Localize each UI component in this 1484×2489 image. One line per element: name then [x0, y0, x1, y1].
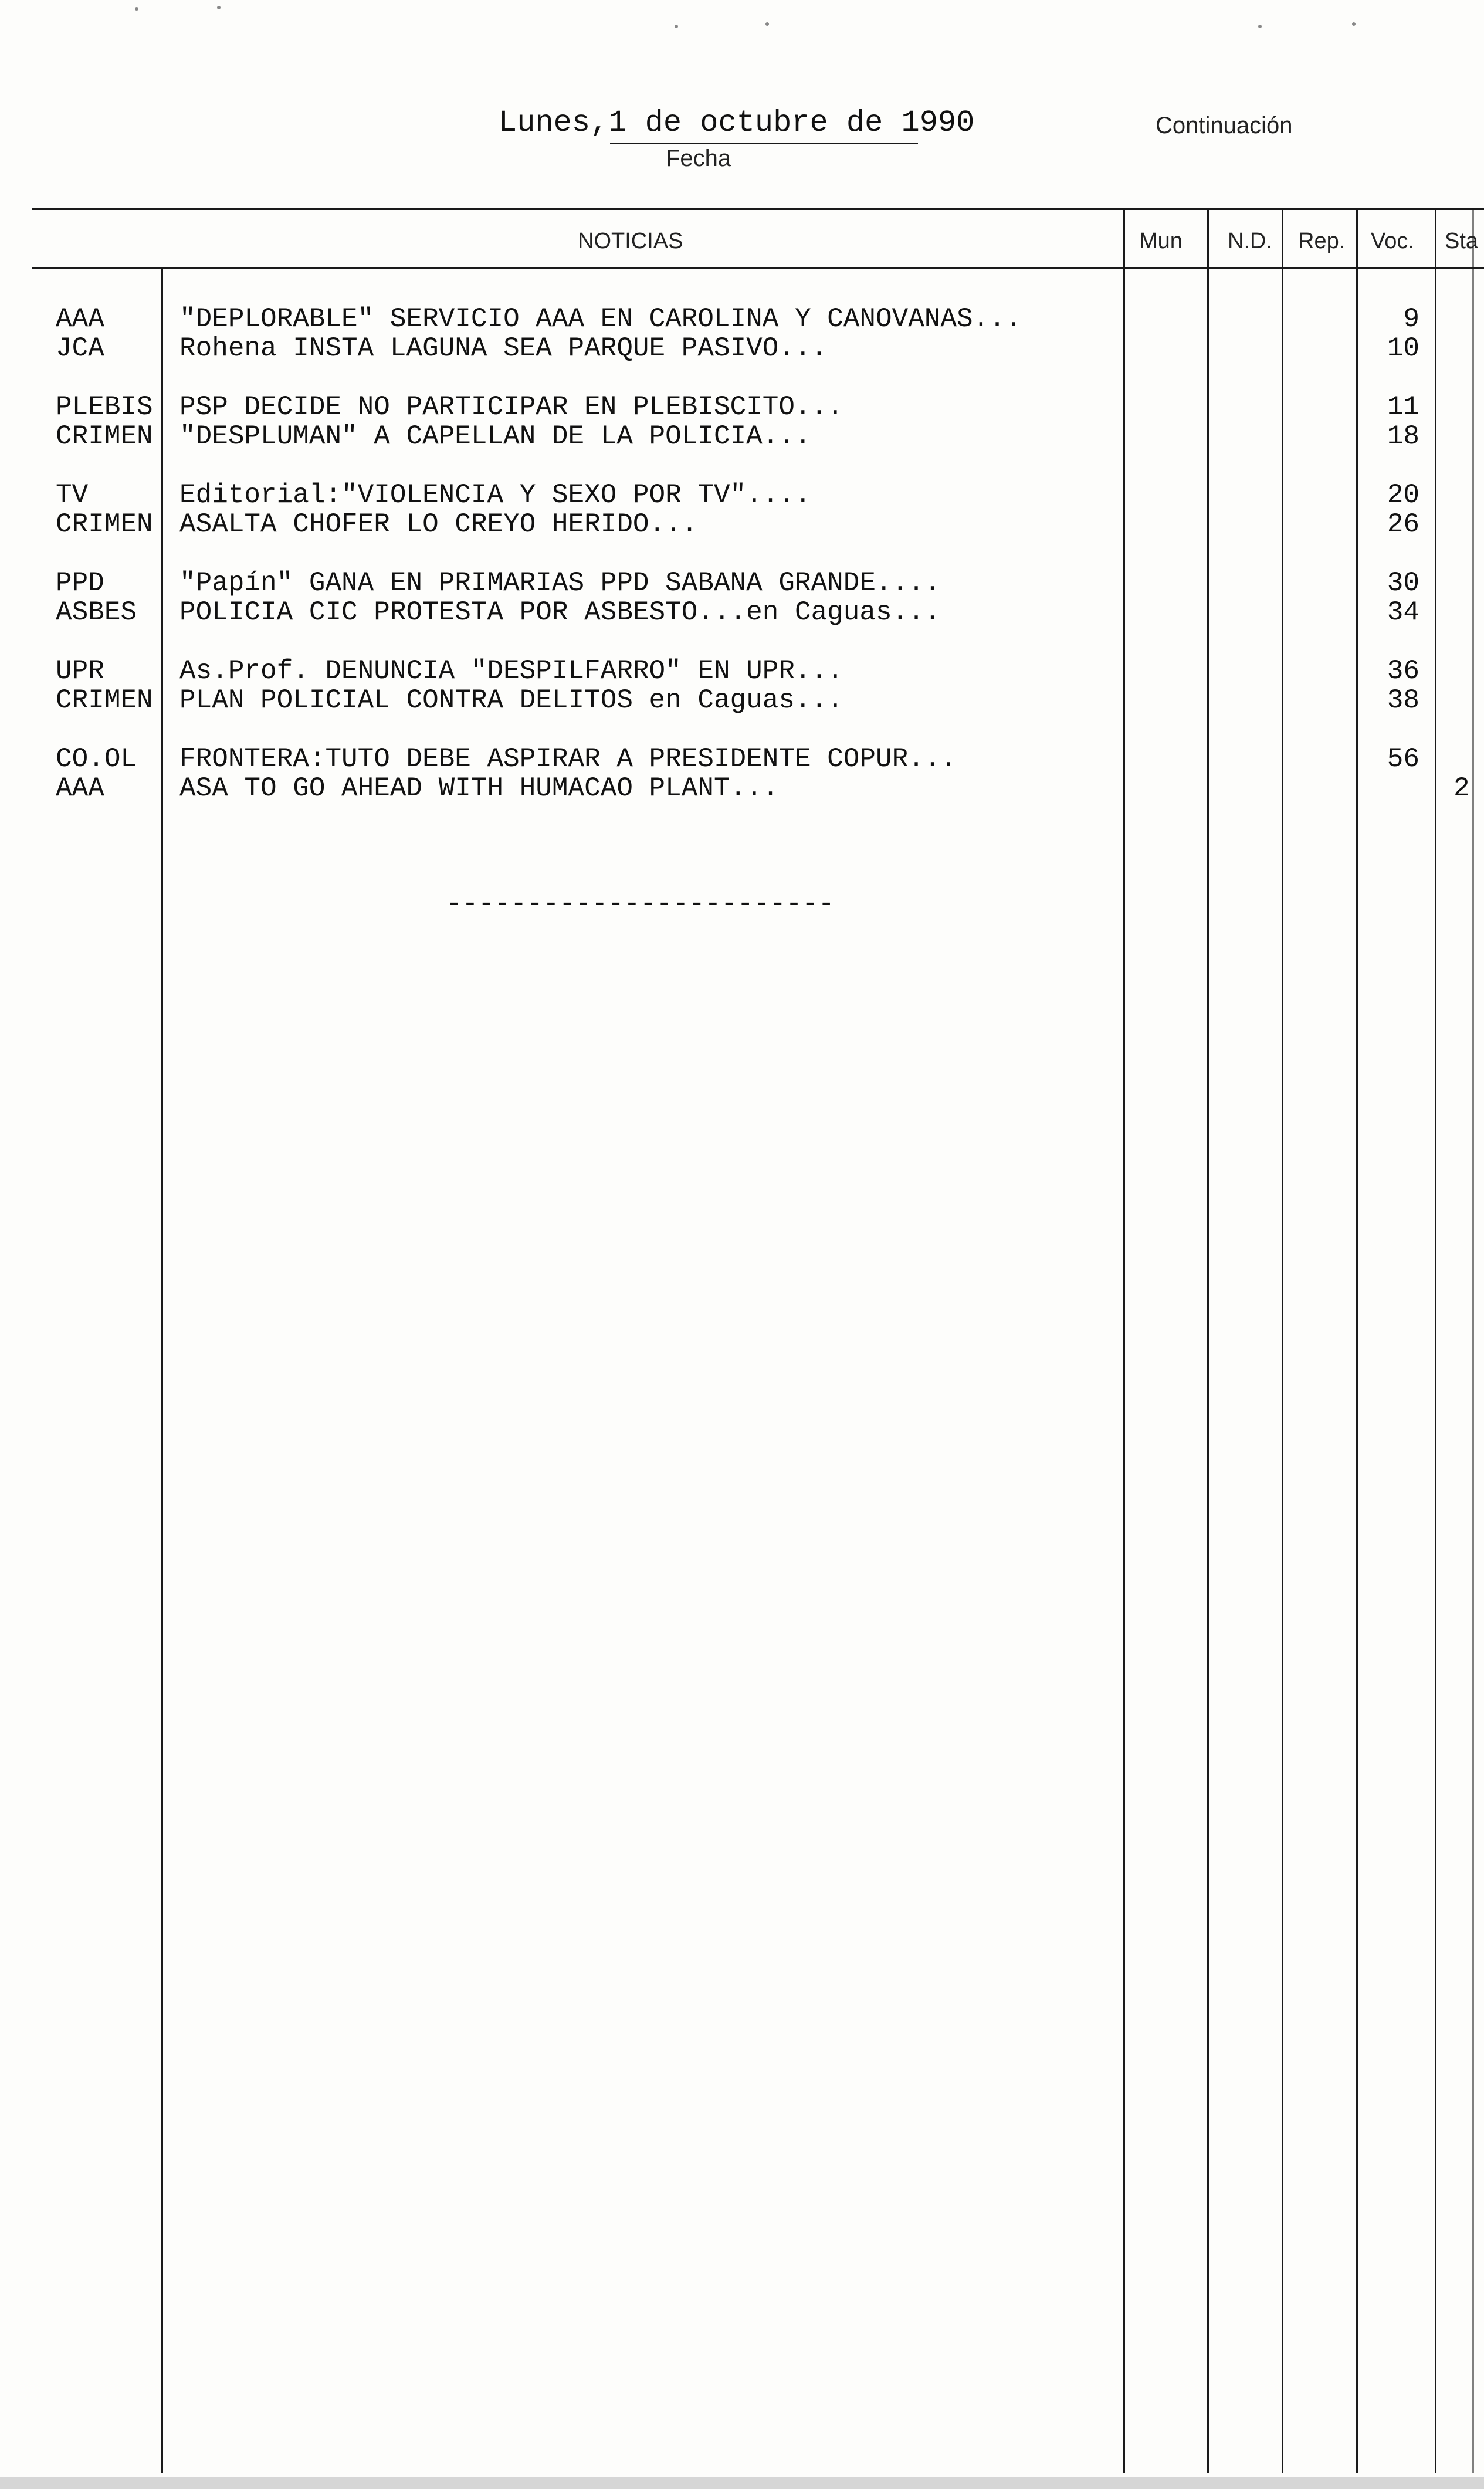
row-voc: 11 — [1387, 392, 1419, 422]
row-category: CO.OL — [56, 744, 137, 774]
scan-speck — [135, 7, 138, 11]
row-headline: Editorial:"VIOLENCIA Y SEXO POR TV".... — [179, 480, 811, 510]
row-headline: PSP DECIDE NO PARTICIPAR EN PLEBISCITO... — [179, 392, 843, 422]
row-category: JCA — [56, 333, 104, 364]
column-header-rep: Rep. — [1298, 229, 1346, 253]
row-category: CRIMEN — [56, 685, 153, 716]
column-header-noticias: NOTICIAS — [578, 229, 683, 253]
scan-bottom-edge — [0, 2477, 1484, 2489]
end-of-list-separator: ------------------------ — [446, 889, 835, 919]
row-category: CRIMEN — [56, 509, 153, 540]
row-category: ASBES — [56, 597, 137, 628]
row-category: UPR — [56, 656, 104, 686]
row-category: AAA — [56, 773, 104, 804]
row-sta: 2 — [1453, 773, 1470, 804]
row-headline: "DESPLUMAN" A CAPELLAN DE LA POLICIA... — [179, 421, 811, 452]
table-header-border — [32, 267, 1484, 269]
scan-speck — [765, 22, 769, 26]
mun-column-divider — [1123, 208, 1125, 2473]
right-edge-line — [1472, 208, 1474, 2473]
row-headline: PLAN POLICIAL CONTRA DELITOS en Caguas... — [179, 685, 843, 716]
date-underline — [610, 143, 918, 144]
row-headline: Rohena INSTA LAGUNA SEA PARQUE PASIVO... — [179, 333, 828, 364]
document-date: Lunes,1 de octubre de 1990 — [499, 106, 975, 140]
row-category: CRIMEN — [56, 421, 153, 452]
row-voc: 10 — [1387, 333, 1419, 364]
column-header-nd: N.D. — [1228, 229, 1272, 253]
row-headline: POLICIA CIC PROTESTA POR ASBESTO...en Caguas... — [179, 597, 941, 628]
row-voc: 36 — [1387, 656, 1419, 686]
category-column-divider — [161, 267, 163, 2473]
sta-column-divider — [1435, 208, 1436, 2473]
row-voc: 18 — [1387, 421, 1419, 452]
scan-speck — [675, 25, 678, 28]
scan-speck — [217, 6, 221, 9]
row-voc: 26 — [1387, 509, 1419, 540]
column-header-voc: Voc. — [1371, 229, 1414, 253]
continuation-label: Continuación — [1156, 113, 1293, 138]
row-headline: FRONTERA:TUTO DEBE ASPIRAR A PRESIDENTE COPUR... — [179, 744, 957, 774]
row-headline: "Papín" GANA EN PRIMARIAS PPD SABANA GRANDE.... — [179, 568, 941, 598]
row-voc: 34 — [1387, 597, 1419, 628]
nd-column-divider — [1207, 208, 1209, 2473]
row-category: PLEBIS — [56, 392, 153, 422]
table-top-border — [32, 208, 1484, 210]
row-headline: As.Prof. DENUNCIA "DESPILFARRO" EN UPR... — [179, 656, 843, 686]
date-label: Fecha — [666, 145, 731, 171]
row-voc: 30 — [1387, 568, 1419, 598]
voc-column-divider — [1356, 208, 1358, 2473]
row-headline: ASA TO GO AHEAD WITH HUMACAO PLANT... — [179, 773, 779, 804]
row-category: PPD — [56, 568, 104, 598]
scan-speck — [1258, 25, 1262, 28]
row-category: AAA — [56, 304, 104, 334]
scan-speck — [1352, 22, 1356, 26]
rep-column-divider — [1282, 208, 1283, 2473]
row-voc: 38 — [1387, 685, 1419, 716]
row-category: TV — [56, 480, 89, 510]
row-voc: 20 — [1387, 480, 1419, 510]
column-header-mun: Mun — [1139, 229, 1183, 253]
row-headline: "DEPLORABLE" SERVICIO AAA EN CAROLINA Y CANOVANAS... — [179, 304, 1022, 334]
row-voc: 9 — [1403, 304, 1419, 334]
row-voc: 56 — [1387, 744, 1419, 774]
column-header-sta: Sta — [1445, 229, 1479, 253]
row-headline: ASALTA CHOFER LO CREYO HERIDO... — [179, 509, 698, 540]
